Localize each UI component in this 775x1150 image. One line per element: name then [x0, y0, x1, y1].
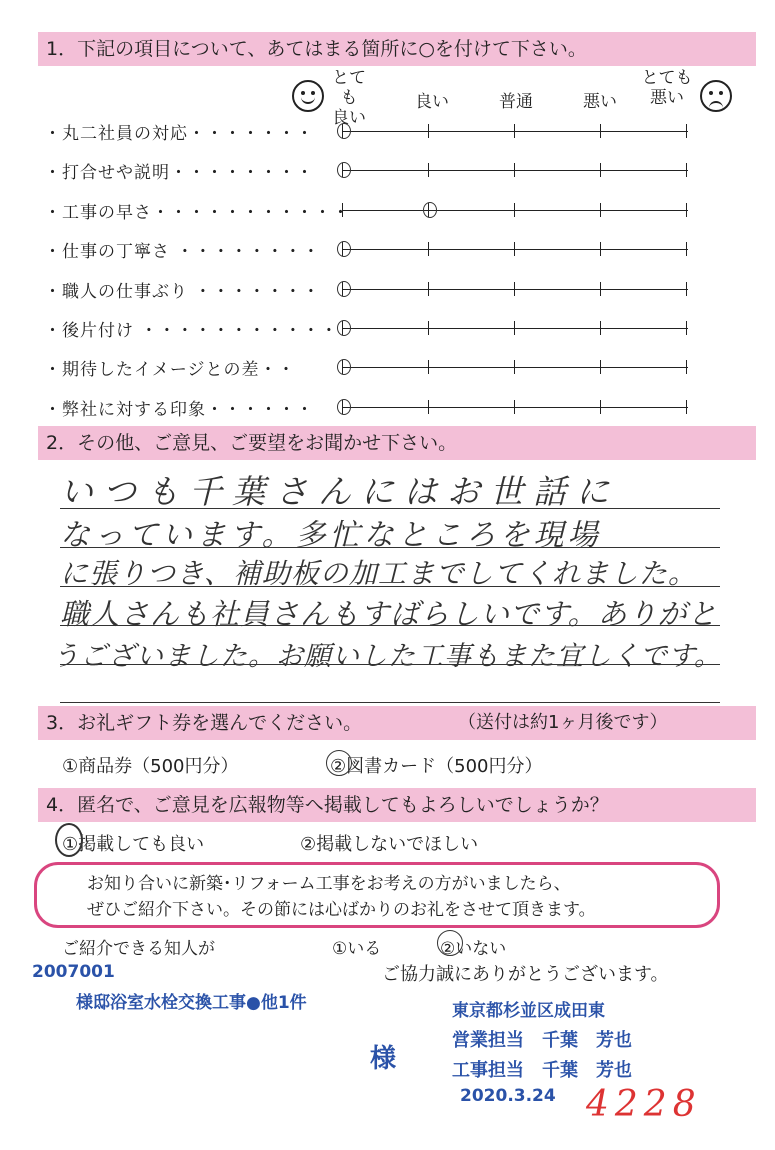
rating-tick[interactable] — [428, 242, 429, 256]
comment-line-5: うございました。お願いした工事もまた宜しくです。 — [52, 641, 722, 672]
rating-scale-line — [342, 328, 688, 329]
rating-circle-mark — [337, 162, 351, 178]
rating-tick[interactable] — [514, 400, 515, 414]
comment-line-1: いつも千葉さんにはお世話に — [60, 472, 619, 511]
scale-label-bad: 悪い — [583, 92, 617, 112]
rating-tick[interactable] — [686, 124, 687, 138]
referral-text-line2: ぜひご紹介下さい。その節には心ばかりのお礼をさせて頂きます。 — [87, 900, 596, 920]
selected-circle-mark — [326, 750, 352, 776]
section3-header — [38, 706, 756, 740]
referral-text-line1: お知り合いに新築･リフォーム工事をお考えの方がいましたら、 — [87, 874, 571, 894]
rating-tick[interactable] — [600, 400, 601, 414]
ruled-line — [60, 702, 720, 703]
thanks-text: ご協力誠にありがとうございます。 — [382, 964, 669, 985]
rating-tick[interactable] — [428, 124, 429, 138]
customer-id: 2007001 — [32, 962, 115, 982]
scale-label-very-bad: とても 悪い — [641, 68, 693, 108]
rating-tick[interactable] — [686, 400, 687, 414]
rating-tick[interactable] — [686, 321, 687, 335]
rating-tick[interactable] — [514, 242, 515, 256]
rating-tick[interactable] — [428, 400, 429, 414]
rating-item-label: ・工事の早さ・・・・・・・・・・・ — [44, 202, 350, 223]
rating-circle-mark — [337, 241, 351, 257]
section3-note: （送付は約1ヶ月後です） — [458, 712, 668, 733]
rating-scale-line — [342, 170, 688, 171]
rating-tick[interactable] — [514, 203, 515, 217]
rating-item-label: ・後片付け ・・・・・・・・・・・ — [44, 321, 339, 341]
scale-label-normal: 普通 — [499, 92, 533, 112]
rating-item-label: ・丸二社員の対応・・・・・・・ — [44, 124, 314, 144]
comment-line-2: なっています。多忙なところを現場 — [60, 518, 602, 553]
referral-option-no[interactable]: ②いない — [440, 939, 507, 959]
section4-header: 4．匿名で、ご意見を広報物等へ掲載してもよろしいでしょうか？ — [38, 788, 756, 822]
rating-tick[interactable] — [686, 203, 687, 217]
rating-tick[interactable] — [686, 282, 687, 296]
rating-circle-mark — [337, 359, 351, 375]
rating-item-label: ・打合せや説明・・・・・・・・ — [44, 163, 314, 184]
scale-label-very-good: とても 良い — [332, 68, 366, 128]
rating-tick[interactable] — [600, 321, 601, 335]
handwritten-number: 4228 — [586, 1084, 702, 1125]
company-branch: 東京都杉並区成田東 — [452, 1001, 605, 1021]
rating-scale-line — [342, 249, 688, 250]
rating-tick[interactable] — [686, 163, 687, 177]
section2-header: 2．その他、ご意見、ご要望をお聞かせ下さい。 — [38, 426, 756, 460]
gift-option-book-card[interactable]: ②図書カード（500円分） — [330, 756, 543, 777]
rating-circle-mark — [337, 281, 351, 297]
rating-scale-line — [342, 131, 688, 132]
selected-circle-mark — [55, 823, 83, 857]
rating-scale-line — [342, 210, 688, 211]
comment-line-4: 職人さんも社員さんもすばらしいです。ありがと — [60, 597, 718, 631]
referral-box — [34, 862, 720, 928]
selected-circle-mark — [437, 930, 463, 956]
rating-scale-line — [342, 407, 688, 408]
rating-tick[interactable] — [428, 282, 429, 296]
referral-option-yes[interactable]: ①いる — [332, 939, 382, 959]
rating-tick[interactable] — [428, 163, 429, 177]
rating-tick[interactable] — [600, 203, 601, 217]
rating-tick[interactable] — [514, 163, 515, 177]
rating-tick[interactable] — [514, 124, 515, 138]
rating-tick[interactable] — [514, 282, 515, 296]
referral-question: ご紹介できる知人が — [62, 939, 215, 959]
rating-tick[interactable] — [514, 321, 515, 335]
survey-date: 2020.3.24 — [460, 1086, 556, 1106]
rating-tick[interactable] — [514, 360, 515, 374]
gift-option-product-voucher[interactable]: ①商品券（500円分） — [62, 756, 239, 777]
rating-circle-mark — [337, 399, 351, 415]
rating-circle-mark — [337, 320, 351, 336]
rating-tick[interactable] — [686, 360, 687, 374]
rating-circle-mark — [423, 202, 437, 218]
smiley-face-icon — [292, 80, 324, 112]
rating-tick[interactable] — [600, 360, 601, 374]
rating-item-label: ・仕事の丁寧さ ・・・・・・・・ — [44, 242, 321, 263]
project-name: 様邸浴室水栓交換工事●他1件 — [76, 993, 307, 1013]
rating-scale-line — [342, 289, 688, 290]
section3-title: 3．お礼ギフト券を選んでください。 — [46, 712, 363, 734]
construction-staff: 工事担当 千葉 芳也 — [452, 1060, 632, 1081]
rating-scale-line — [342, 367, 688, 368]
rating-tick[interactable] — [600, 163, 601, 177]
comment-line-3: に張りつき、補助板の加工までしてくれました。 — [60, 557, 697, 590]
scale-label-good: 良い — [415, 92, 449, 112]
rating-item-label: ・弊社に対する印象・・・・・・ — [44, 399, 314, 420]
rating-tick[interactable] — [428, 321, 429, 335]
rating-tick[interactable] — [686, 242, 687, 256]
rating-item-label: ・期待したイメージとの差・・ — [44, 360, 296, 381]
rating-circle-mark — [337, 123, 351, 139]
sad-face-icon — [700, 80, 732, 112]
customer-honorific: 様 — [370, 1044, 397, 1074]
rating-tick[interactable] — [600, 124, 601, 138]
rating-tick[interactable] — [600, 242, 601, 256]
rating-tick[interactable] — [342, 203, 343, 217]
rating-tick[interactable] — [600, 282, 601, 296]
publish-option-no[interactable]: ②掲載しないでほしい — [300, 834, 479, 855]
rating-item-label: ・職人の仕事ぶり ・・・・・・・ — [44, 281, 321, 302]
sales-staff: 営業担当 千葉 芳也 — [452, 1030, 632, 1051]
publish-option-ok[interactable]: ①掲載しても良い — [62, 834, 205, 855]
rating-tick[interactable] — [428, 360, 429, 374]
section1-header: 1．下記の項目について、あてはまる箇所に○を付けて下さい。 — [38, 32, 756, 66]
